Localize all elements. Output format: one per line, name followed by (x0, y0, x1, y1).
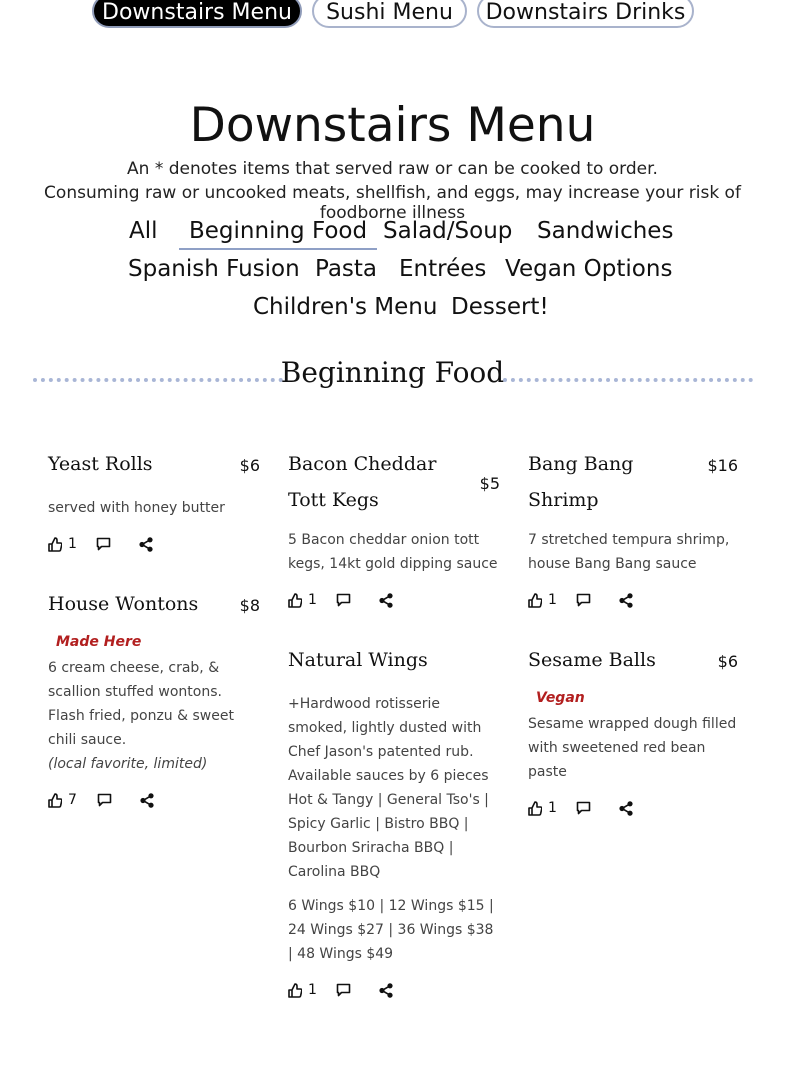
like-count: 1 (308, 592, 317, 608)
share-button[interactable] (379, 592, 393, 608)
item-actions (528, 588, 738, 614)
tab-sushi-menu[interactable]: Sushi Menu (312, 0, 467, 28)
item-description: 6 cream cheese, crab, & scallion stuffed wontons. Flash fried, ponzu & sweet chili sauce. (48, 660, 234, 748)
menu-item (528, 446, 738, 614)
share-button[interactable] (379, 982, 393, 998)
like-button[interactable] (288, 592, 317, 608)
category-dessert[interactable]: Dessert! (451, 294, 549, 320)
like-count: 1 (548, 800, 557, 816)
item-description: 5 Bacon cheddar onion tott kegs, 14kt gold dipping sauce (288, 532, 498, 572)
comment-icon (336, 983, 351, 997)
comment-button[interactable] (336, 592, 351, 608)
thumbs-up-icon (528, 593, 542, 608)
share-button[interactable] (140, 792, 154, 808)
tab-downstairs-menu[interactable]: Downstairs Menu (92, 0, 302, 28)
thumbs-up-icon (288, 593, 302, 608)
item-name: Sesame Balls (528, 649, 656, 671)
item-name: Natural Wings (288, 649, 428, 671)
category-salad-soup[interactable]: Salad/Soup (383, 218, 513, 244)
item-name: Bang Bang Shrimp (528, 453, 634, 511)
comment-button[interactable] (336, 982, 351, 998)
like-count: 1 (68, 536, 77, 552)
share-icon (140, 793, 154, 808)
share-icon (379, 593, 393, 608)
like-button[interactable] (528, 800, 557, 816)
menu-item (288, 446, 500, 614)
comment-button[interactable] (576, 800, 591, 816)
like-count: 7 (68, 792, 77, 808)
raw-notice: An * denotes items that served raw or can be cooked to order. (127, 159, 658, 179)
category-childrens-menu[interactable]: Children's Menu (253, 294, 438, 320)
menu-item (48, 586, 260, 814)
comment-icon (576, 801, 591, 815)
share-icon (619, 801, 633, 816)
item-sauces: Hot & Tangy | General Tso's | Spicy Garlic | Bistro BBQ | Bourbon Sriracha BBQ | Carolina BBQ (288, 792, 489, 880)
thumbs-up-icon (528, 801, 542, 816)
item-badge: Vegan (536, 690, 585, 706)
item-note: (local favorite, limited) (48, 756, 208, 772)
menu-column-3 (528, 446, 738, 822)
category-nav (0, 218, 785, 338)
tab-downstairs-drinks[interactable]: Downstairs Drinks (477, 0, 694, 28)
item-pricing: 6 Wings $10 | 12 Wings $15 | 24 Wings $27 | 36 Wings $38 | 48 Wings $49 (288, 898, 494, 962)
share-icon (619, 593, 633, 608)
item-actions (48, 788, 260, 814)
category-entrees[interactable]: Entrées (399, 256, 487, 282)
category-spanish-fusion[interactable]: Spanish Fusion (128, 256, 300, 282)
like-count: 1 (548, 592, 557, 608)
item-price: $16 (707, 456, 738, 475)
share-icon (139, 537, 153, 552)
item-price: $8 (239, 596, 260, 615)
foodborne-warning: Consuming raw or uncooked meats, shellfish, and eggs, may increase your risk of foodborne illness (44, 183, 741, 223)
page-title: Downstairs Menu (189, 98, 596, 153)
item-badge: Made Here (56, 634, 142, 650)
category-beginning-food[interactable]: Beginning Food (189, 218, 368, 244)
section-heading (0, 352, 785, 402)
like-button[interactable] (48, 792, 77, 808)
thumbs-up-icon (48, 793, 62, 808)
like-button[interactable] (528, 592, 557, 608)
comment-icon (576, 593, 591, 607)
share-icon (379, 983, 393, 998)
like-button[interactable] (288, 982, 317, 998)
top-tab-bar (0, 0, 785, 32)
category-all[interactable]: All (129, 218, 158, 244)
item-description: served with honey butter (48, 500, 225, 516)
comment-icon (97, 793, 112, 807)
category-vegan-options[interactable]: Vegan Options (505, 256, 673, 282)
menu-item (528, 642, 738, 822)
item-name: Bacon Cheddar Tott Kegs (288, 453, 437, 511)
category-pasta[interactable]: Pasta (315, 256, 378, 282)
item-description: +Hardwood rotisserie smoked, lightly dusted with Chef Jason's patented rub. Available sauces by 6 pieces (288, 696, 489, 784)
menu-item (48, 446, 260, 558)
item-price: $6 (717, 652, 738, 671)
item-name: House Wontons (48, 593, 199, 615)
category-sandwiches[interactable]: Sandwiches (537, 218, 674, 244)
menu-column-1 (48, 446, 260, 814)
item-actions (288, 588, 500, 614)
item-description: Sesame wrapped dough filled with sweetened red bean paste (528, 716, 737, 780)
thumbs-up-icon (288, 983, 302, 998)
item-actions (288, 978, 500, 1004)
share-button[interactable] (619, 592, 633, 608)
divider-right (503, 378, 753, 382)
item-actions (48, 532, 260, 558)
item-description: 7 stretched tempura shrimp, house Bang Bang sauce (528, 532, 730, 572)
menu-column-2 (288, 446, 500, 1004)
section-title: Beginning Food (280, 356, 505, 389)
thumbs-up-icon (48, 537, 62, 552)
like-button[interactable] (48, 536, 77, 552)
comment-button[interactable] (97, 792, 112, 808)
item-actions (528, 796, 738, 822)
comment-button[interactable] (576, 592, 591, 608)
share-button[interactable] (619, 800, 633, 816)
like-count: 1 (308, 982, 317, 998)
item-name: Yeast Rolls (48, 453, 153, 475)
comment-button[interactable] (96, 536, 111, 552)
item-price: $5 (479, 474, 500, 493)
comment-icon (336, 593, 351, 607)
share-button[interactable] (139, 536, 153, 552)
menu-item (288, 642, 500, 1004)
item-price: $6 (239, 456, 260, 475)
comment-icon (96, 537, 111, 551)
